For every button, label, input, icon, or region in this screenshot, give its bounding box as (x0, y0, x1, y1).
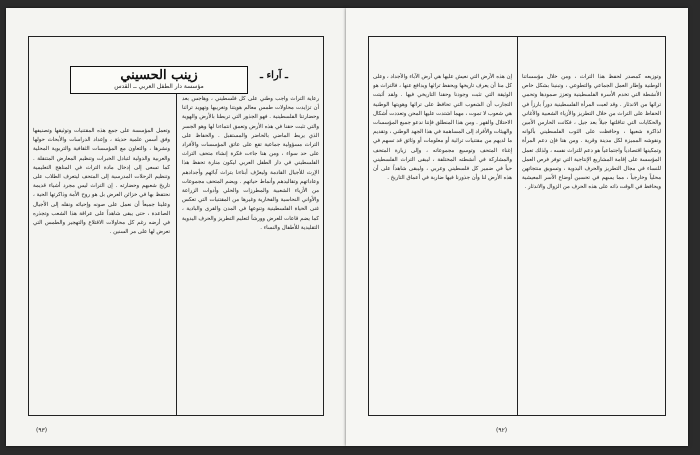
right-page (346, 8, 688, 446)
paragraph: إن هذه الأرض التي نعيش عليها هي أرض الآباء والأجداد ، وعلى كل منا أن يعرف تاريخها ويحفظ تراثها ويدافع عنها ، فالتراث هو الوثيقة التي تثبت وجودنا وحقنا التاريخي فيها . ولقد أثبتت التجارب أن الشعوب التي تحافظ على تراثها وهويتها الوطنية هي شعوب لا تموت ، مهما اشتدت عليها المحن وتعددت أشكال الاحتلال والقهر . ومن هذا المنطلق فإننا ندعو جميع المؤسسات والهيئات والأفراد إلى المساهمة في هذا الجهد الوطني ، وتقديم ما لديهم من مقتنيات تراثية أو معلومات أو وثائق قد تسهم في إغناء المتحف وتوسيع مجموعاته ، وإلى زيارة المتحف والمشاركة في أنشطته المختلفة ، ليبقى التراث الفلسطيني حياً في ضمير كل فلسطيني وعربي ، وليبقى شاهداً على أن هذه الأرض لنا وأن جذورنا فيها ضاربة في أعماق التاريخ . (373, 74, 512, 182)
page-number: (٩٢) (496, 427, 508, 434)
section-title: ـ آراء ـ (260, 70, 288, 81)
author-affiliation: مؤسسة دار الطفل العربي ــ القدس (114, 83, 204, 90)
column-divider (176, 93, 177, 415)
paragraph: رعاية التراث واجب وطني على كل فلسطيني ، وهاجس بعد أن تزايدت محاولات طمس معالم هويتنا وتغريبها وتهويد تراثنا وحضارتنا الفلسطينية . فهو الجذور التي تربطنا بالأرض والهوية والتي تثبت حقنا في هذه الأرض وتعمق انتماءنا لها وهو الجسر الذي يربط الماضي بالحاضر والمستقبل . والحفاظ على التراث مسؤولية جماعية تقع على عاتق المؤسسات والأفراد على حد سواء ، ومن هنا جاءت فكرة إنشاء متحف التراث الفلسطيني في دار الطفل العربي ليكون منارة تحفظ هذا الإرث للأجيال القادمة وليعرّف أبناءنا بتراث آبائهم وأجدادهم وعاداتهم وتقاليدهم وأنماط حياتهم . ويضم المتحف مجموعات من الأزياء الشعبية والمطرزات والحلي وأدوات الزراعة والأواني النحاسية والفخارية وغيرها من المقتنيات التي تعكس غنى الحياة الفلسطينية وتنوعها في المدن والقرى والبادية ، كما يضم قاعات للعرض وورشاً لتعليم التطريز والحرف اليدوية التقليدية للأطفال والنساء . (182, 96, 319, 231)
author-box (70, 66, 248, 94)
paragraph: وتوزيعه كمصدر لحفظ هذا التراث ، ومن خلال مؤسساتنا الوطنية وإطار العمل الجماعي والتطوعي ، وتبنينا بشكل خاص الأنشطة التي تخدم الأسرة الفلسطينية وتعزز صمودها وتحمي تراثها من الاندثار . وقد لعبت المرأة الفلسطينية دوراً بارزاً في الحفاظ على التراث من خلال التطريز والأزياء الشعبية والأغاني والحكايات التي تناقلتها جيلاً بعد جيل ، فكانت الحارس الأمين لذاكرة شعبها ، وحافظت على الثوب الفلسطيني بألوانه ونقوشه المميزة لكل مدينة وقرية . ومن هنا فإن دعم المرأة وتمكينها اقتصادياً واجتماعياً هو دعم للتراث نفسه ، ولذلك تعمل المؤسسة على إقامة المشاريع الإنتاجية التي توفر فرص العمل للنساء في مجال التطريز والحرف اليدوية ، وتسويق منتجاتهن محلياً وخارجياً ، مما يسهم في تحسين أوضاع الأسر المعيشية ويحافظ في الوقت ذاته على هذه الحرف من الزوال والاندثار . (522, 74, 661, 191)
left-page-column-right (182, 95, 319, 409)
paragraph: وتعمل المؤسسة على جمع هذه المقتنيات وتوثيقها وتصنيفها وفق أسس علمية حديثة ، وإعداد الدراسات والأبحاث حولها ونشرها ، والتعاون مع المؤسسات الثقافية والتربوية المحلية والعربية والدولية لتبادل الخبرات وتنظيم المعارض المتنقلة . كما تسعى إلى إدخال مادة التراث في المناهج التعليمية وتنظيم الرحلات المدرسية إلى المتحف ليتعرف الطلاب على تاريخ شعبهم وحضارته . إن التراث ليس مجرد أشياء قديمة نحتفظ بها في خزائن العرض بل هو روح الأمة وذاكرتها الحية ، وعلينا جميعاً أن نعمل على صونه وإحيائه ونقله إلى الأجيال الصاعدة ، حتى يبقى شاهداً على عراقة هذا الشعب وتجذره في أرضه رغم كل محاولات الاقتلاع والتهجير والطمس التي تعرض لها على مر السنين . (33, 128, 170, 236)
page-number: (٩٣) (36, 427, 48, 434)
column-divider (517, 37, 518, 415)
author-name: زينب الحسيني (120, 68, 198, 83)
left-page-column-left (33, 127, 170, 409)
right-page-frame (368, 36, 666, 416)
left-page (6, 8, 347, 446)
right-page-column-right (522, 73, 661, 409)
right-page-column-left (373, 73, 512, 409)
